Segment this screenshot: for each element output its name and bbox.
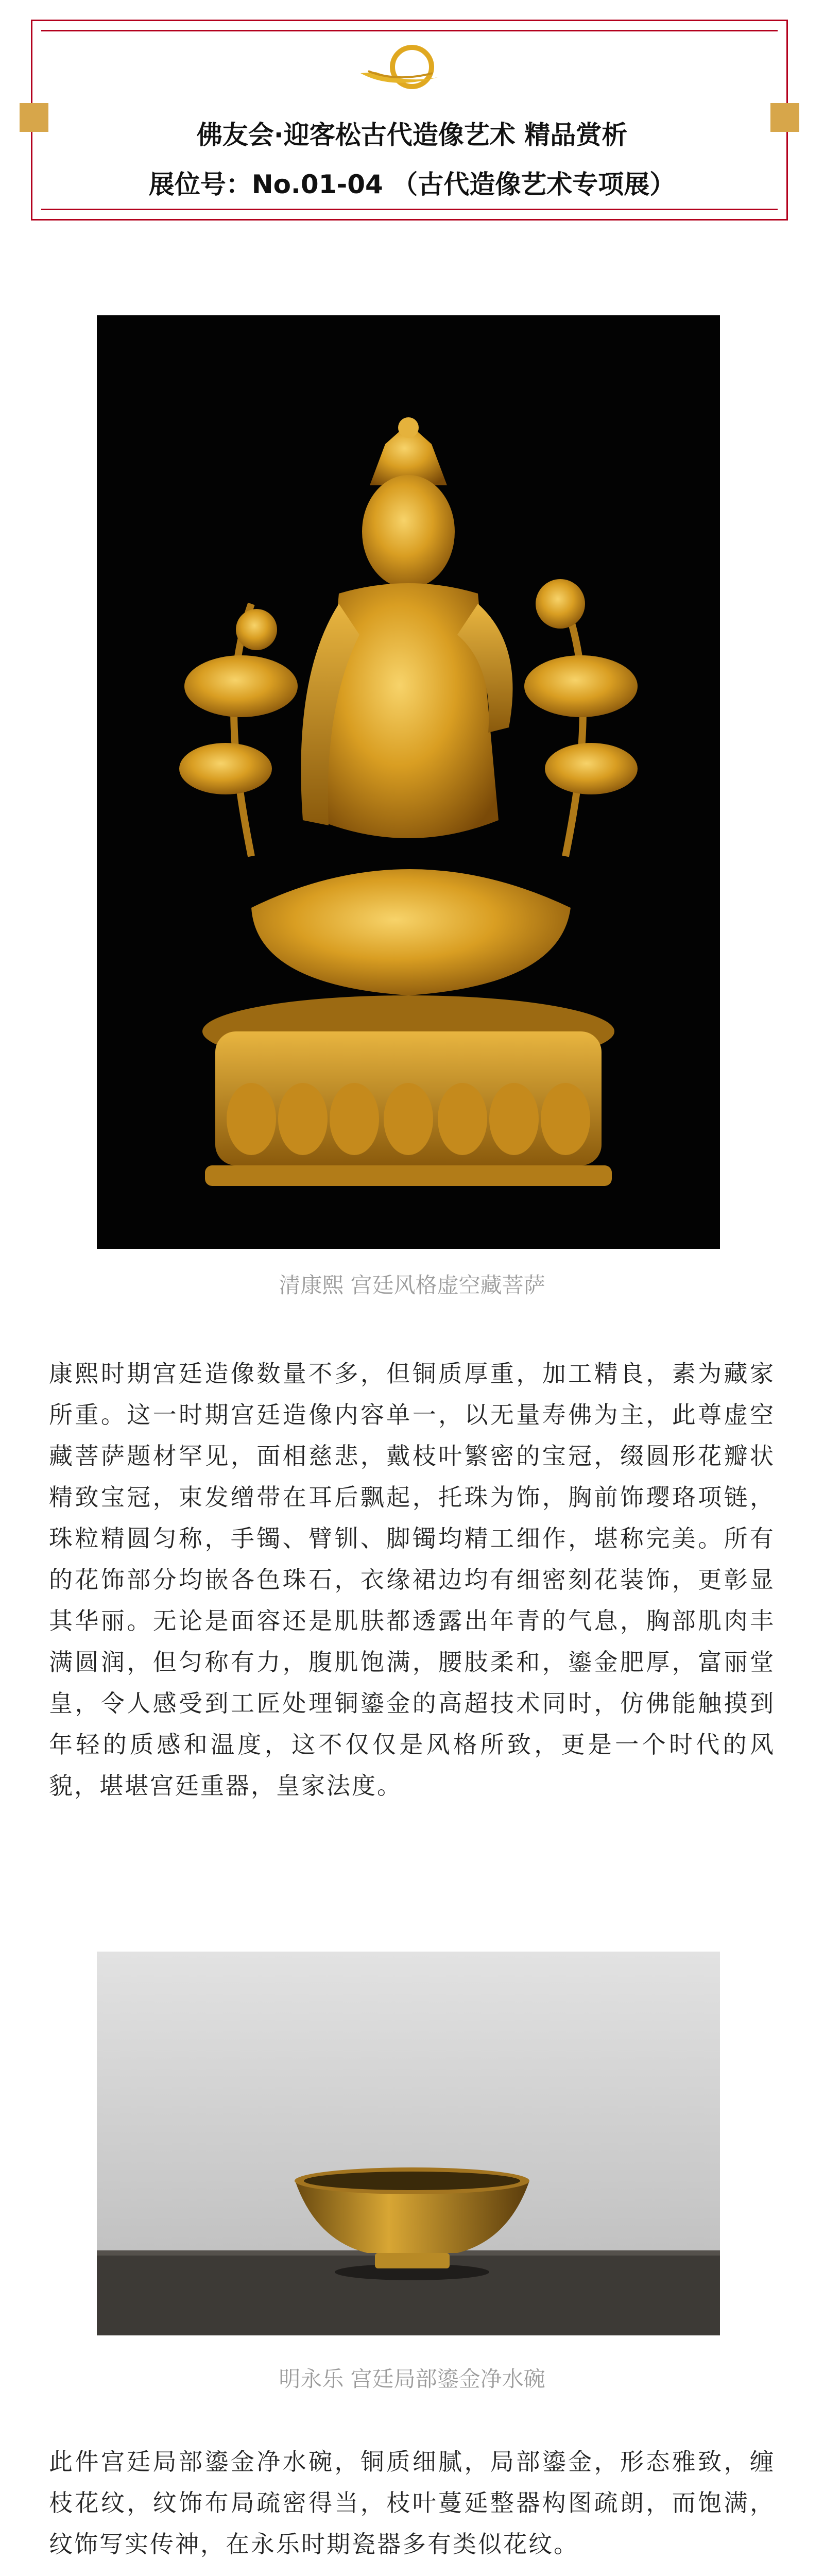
- statue-description: 康熙时期宫廷造像数量不多，但铜质厚重，加工精良，素为藏家所重。这一时期宫廷造像内容单一，以无量寿佛为主，此尊虚空藏菩萨题材罕见，面相慈悲，戴枝叶繁密的宝冠，缀圆形花瓣状精致宝冠，束发缯带在耳后飘起，托珠为饰，胸前饰璎珞项链，珠粒精圆匀称，手镯、臂钏、脚镯均精工细作，堪称完美。所有的花饰部分均嵌各色珠石，衣缘裙边均有细密刻花装饰，更彰显其华丽。无论是面容还是肌肤都透露出年青的气息，胸部肌肉丰满圆润，但匀称有力，腹肌饱满，腰肢柔和，鎏金肥厚，富丽堂皇，令人感受到工匠处理铜鎏金的高超技术同时，仿佛能触摸到年轻的质感和温度，这不仅仅是风格所致，更是一个时代的风貌，堪堪宫廷重器，皇家法度。: [49, 1360, 775, 1800]
- header-bottom-line: [41, 209, 778, 210]
- gilt-bronze-bodhisattva-statue-icon: [97, 315, 720, 1249]
- bowl-caption: 明永乐 宫廷局部鎏金净水碗: [279, 2366, 545, 2392]
- gold-swoosh-logo-icon: [355, 41, 448, 98]
- water-bowl-photo: [97, 1952, 720, 2335]
- header-top-line: [41, 30, 778, 31]
- gilt-bronze-water-bowl-icon: [97, 1952, 720, 2335]
- page-title: 佛友会·迎客松古代造像艺术 精品赏析: [196, 120, 628, 150]
- bodhisattva-statue-photo: [97, 315, 720, 1249]
- bowl-description: 此件宫廷局部鎏金净水碗，铜质细腻，局部鎏金，形态雅致，缠枝花纹，纹饰布局疏密得当，枝叶蔓延整器构图疏朗，而饱满，纹饰写实传神，在永乐时期瓷器多有类似花纹。: [49, 2448, 775, 2558]
- booth-number: 展位号：No.01-04 （古代造像艺术专项展）: [148, 170, 676, 199]
- statue-caption: 清康熙 宫廷风格虚空藏菩萨: [279, 1273, 545, 1298]
